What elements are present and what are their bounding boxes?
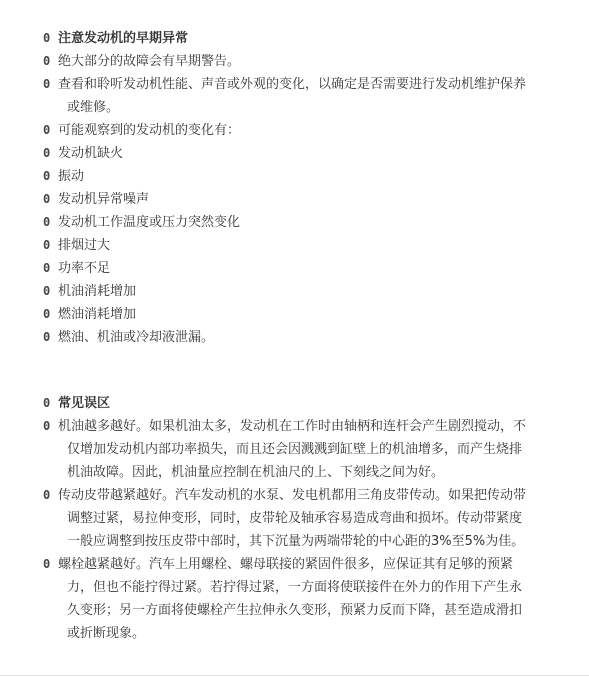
bullet-icon: 0 (43, 557, 51, 571)
bullet-icon: 0 (43, 215, 51, 229)
list-item: 0 燃油、机油或冷却液泄漏。 (43, 326, 214, 349)
bullet-icon: 0 (43, 77, 51, 91)
list-item: 0 可能观察到的发动机的变化有： (43, 119, 240, 142)
bullet-icon: 0 (43, 238, 51, 252)
list-item-continuation: 机油故障。因此，机油量应控制在机油尺的上、下刻线之间为好。 (67, 465, 445, 480)
list-item: 0 排烟过大 (43, 234, 110, 257)
list-item: 0 传动皮带越紧越好。汽车发动机的水泵、发电机都用三角皮带传动。如果把传动带 (43, 484, 526, 507)
bullet-icon: 0 (43, 330, 51, 344)
bullet-icon: 0 (43, 123, 51, 137)
list-item: 0 振动 (43, 165, 84, 188)
bullet-icon: 0 (43, 31, 51, 45)
bullet-icon: 0 (43, 54, 51, 68)
bullet-icon: 0 (43, 284, 51, 298)
list-item: 0 发动机异常噪声 (43, 188, 149, 211)
section-title-common-misconceptions: 0 常见误区 (43, 392, 110, 415)
bullet-icon: 0 (43, 419, 51, 433)
list-item: 0 机油越多越好。如果机油太多，发动机在工作时由轴柄和连杆会产生剧烈搅动，不 (43, 415, 526, 438)
list-item: 0 功率不足 (43, 257, 110, 280)
list-item: 0 查看和聆听发动机性能、声音或外观的变化，以确定是否需要进行发动机维护保养 (43, 73, 526, 96)
bottom-divider (0, 675, 589, 676)
list-item: 0 发动机工作温度或压力突然变化 (43, 211, 240, 234)
bullet-icon: 0 (43, 146, 51, 160)
list-item: 0 燃油消耗增加 (43, 303, 136, 326)
list-item: 0 机油消耗增加 (43, 280, 136, 303)
bullet-icon: 0 (43, 169, 51, 183)
bullet-icon: 0 (43, 307, 51, 321)
list-item: 0 发动机缺火 (43, 142, 123, 165)
list-item: 0 绝大部分的故障会有早期警告。 (43, 50, 240, 73)
list-item-continuation: 调整过紧，易拉伸变形，同时，皮带轮及轴承容易造成弯曲和损坏。传动带紧度 (67, 511, 523, 526)
list-item-continuation: 仅增加发动机内部功率损失，而且还会因溅溅到缸壁上的机油增多，而产生烧排 (67, 442, 523, 457)
bullet-icon: 0 (43, 192, 51, 206)
list-item-continuation: 力，但也不能拧得过紧。若拧得过紧，一方面将使联接件在外力的作用下产生永 (67, 580, 523, 595)
list-item-continuation: 或维修。 (67, 100, 120, 115)
bullet-icon: 0 (43, 261, 51, 275)
bullet-icon: 0 (43, 396, 51, 410)
list-item-continuation: 久变形；另一方面将使螺栓产生拉伸永久变形，预紧力反而下降，甚至造成滑扣 (67, 603, 523, 618)
section-title-early-warnings: 0 注意发动机的早期异常 (43, 27, 188, 50)
list-item: 0 螺栓越紧越好。汽车上用螺栓、螺母联接的紧固件很多，应保证其有足够的预紧 (43, 553, 513, 576)
list-item-continuation: 一般应调整到按压皮带中部时，其下沉量为两端带轮的中心距的3%至5%为佳。 (67, 534, 525, 549)
bullet-icon: 0 (43, 488, 51, 502)
list-item-continuation: 或折断现象。 (67, 626, 146, 641)
